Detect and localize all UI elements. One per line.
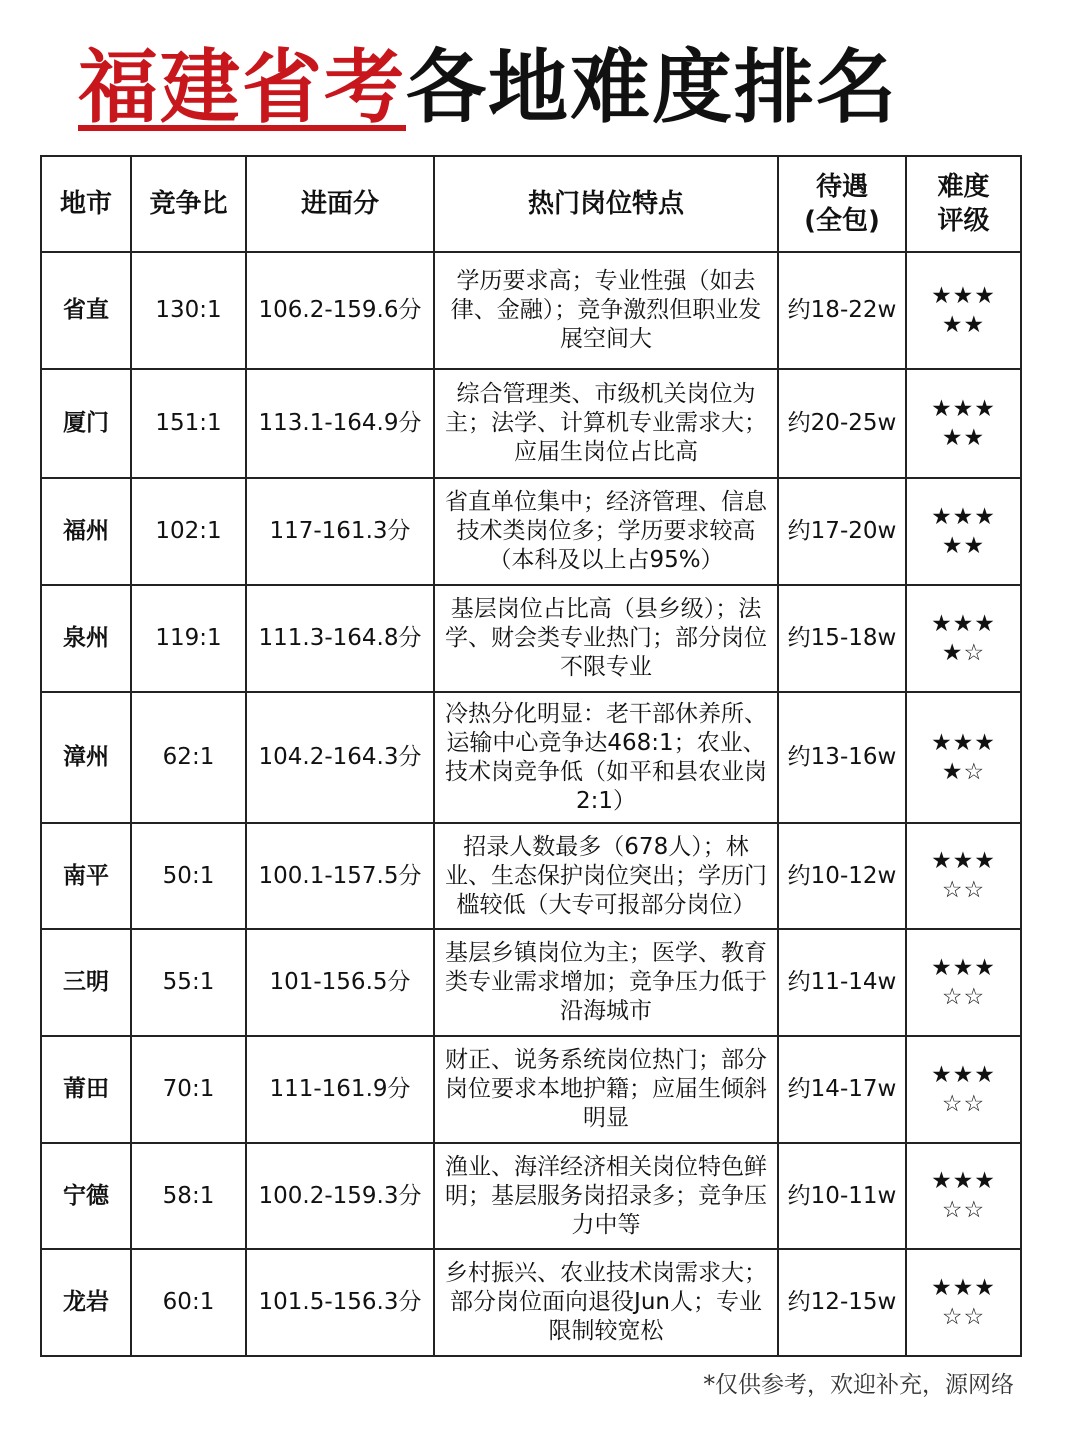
table-row	[41, 1249, 1021, 1356]
cell-ratio: 58:1	[131, 1143, 246, 1249]
cell-pay: 约12-15w	[778, 1249, 906, 1356]
cell-city: 莆田	[41, 1036, 131, 1143]
cell-ratio: 151:1	[131, 369, 246, 478]
table-row	[41, 1143, 1021, 1249]
table-row	[41, 823, 1021, 929]
table-row	[41, 1036, 1021, 1143]
stars-line-1: ★★★	[931, 1061, 996, 1088]
cell-score: 101.5-156.3分	[246, 1249, 434, 1356]
header-feature: 热门岗位特点	[434, 156, 778, 252]
cell-city: 龙岩	[41, 1249, 131, 1356]
cell-score: 111-161.9分	[246, 1036, 434, 1143]
cell-pay: 约10-12w	[778, 823, 906, 929]
title-highlight: 福建省考	[78, 41, 406, 134]
cell-difficulty-stars	[906, 823, 1021, 929]
cell-ratio: 102:1	[131, 478, 246, 585]
footnote: *仅供参考，欢迎补充，源网络	[703, 1372, 1014, 1398]
cell-pay: 约11-14w	[778, 929, 906, 1036]
table-header-row	[41, 156, 1021, 252]
cell-pay: 约20-25w	[778, 369, 906, 478]
header-difficulty: 难度 评级	[906, 156, 1021, 252]
cell-city: 福州	[41, 478, 131, 585]
header-city: 地市	[41, 156, 131, 252]
cell-score: 100.2-159.3分	[246, 1143, 434, 1249]
cell-feature: 学历要求高；专业性强（如去律、金融）；竞争激烈但职业发展空间大	[434, 252, 778, 369]
stars-line-1: ★★★	[931, 848, 996, 874]
page-title	[78, 38, 898, 138]
stars-line-2: ☆☆	[941, 983, 986, 1010]
stars-line-2: ☆☆	[941, 877, 986, 903]
stars-line-1: ★★★	[931, 1274, 996, 1301]
stars-line-1: ★★★	[931, 282, 996, 309]
cell-difficulty-stars	[906, 478, 1021, 585]
cell-score: 101-156.5分	[246, 929, 434, 1036]
cell-city: 漳州	[41, 692, 131, 823]
stars-line-1: ★★★	[931, 1168, 996, 1194]
stars-line-2: ★★	[941, 532, 986, 559]
cell-difficulty-stars	[906, 929, 1021, 1036]
stars-line-1: ★★★	[931, 503, 996, 530]
cell-feature: 财正、说务系统岗位热门；部分岗位要求本地护籍；应届生倾斜明显	[434, 1036, 778, 1143]
table-row	[41, 585, 1021, 692]
stars-line-2: ☆☆	[941, 1197, 986, 1223]
stars-line-2: ☆☆	[941, 1303, 986, 1330]
cell-score: 111.3-164.8分	[246, 585, 434, 692]
cell-ratio: 60:1	[131, 1249, 246, 1356]
cell-ratio: 70:1	[131, 1036, 246, 1143]
cell-ratio: 50:1	[131, 823, 246, 929]
header-ratio: 竞争比	[131, 156, 246, 252]
table-row	[41, 252, 1021, 369]
cell-city: 南平	[41, 823, 131, 929]
cell-city: 三明	[41, 929, 131, 1036]
cell-pay: 约15-18w	[778, 585, 906, 692]
cell-score: 106.2-159.6分	[246, 252, 434, 369]
header-pay: 待遇 (全包)	[778, 156, 906, 252]
title-rest: 各地难度排名	[406, 41, 898, 134]
cell-score: 113.1-164.9分	[246, 369, 434, 478]
cell-feature: 综合管理类、市级机关岗位为主；法学、计算机专业需求大；应届生岗位占比高	[434, 369, 778, 478]
cell-city: 厦门	[41, 369, 131, 478]
cell-feature: 渔业、海洋经济相关岗位特色鲜明；基层服务岗招录多；竞争压力中等	[434, 1143, 778, 1249]
cell-ratio: 55:1	[131, 929, 246, 1036]
table-row	[41, 369, 1021, 478]
stars-line-2: ★★	[941, 424, 986, 451]
cell-city: 宁德	[41, 1143, 131, 1249]
cell-feature: 基层岗位占比高（县乡级）；法学、财会类专业热门；部分岗位不限专业	[434, 585, 778, 692]
cell-difficulty-stars	[906, 252, 1021, 369]
stars-line-2: ☆☆	[941, 1090, 986, 1117]
stars-line-2: ★☆	[941, 639, 986, 666]
cell-difficulty-stars	[906, 692, 1021, 823]
cell-ratio: 62:1	[131, 692, 246, 823]
cell-ratio: 130:1	[131, 252, 246, 369]
cell-city: 泉州	[41, 585, 131, 692]
header-score: 进面分	[246, 156, 434, 252]
stars-line-2: ★☆	[941, 758, 986, 785]
table-row	[41, 478, 1021, 585]
cell-difficulty-stars	[906, 1036, 1021, 1143]
stars-line-1: ★★★	[931, 954, 996, 981]
cell-ratio: 119:1	[131, 585, 246, 692]
cell-pay: 约14-17w	[778, 1036, 906, 1143]
cell-feature: 乡村振兴、农业技术岗需求大；部分岗位面向退役Jun人；专业限制较宽松	[434, 1249, 778, 1356]
cell-pay: 约17-20w	[778, 478, 906, 585]
ranking-table	[40, 155, 1022, 1357]
cell-feature: 基层乡镇岗位为主；医学、教育类专业需求增加；竞争压力低于沿海城市	[434, 929, 778, 1036]
cell-pay: 约18-22w	[778, 252, 906, 369]
stars-line-2: ★★	[941, 311, 986, 338]
cell-feature: 招录人数最多（678人）；林业、生态保护岗位突出；学历门槛较低（大专可报部分岗位）	[434, 823, 778, 929]
cell-difficulty-stars	[906, 1249, 1021, 1356]
stars-line-1: ★★★	[931, 729, 996, 756]
cell-city: 省直	[41, 252, 131, 369]
cell-score: 104.2-164.3分	[246, 692, 434, 823]
table-row	[41, 692, 1021, 823]
cell-difficulty-stars	[906, 369, 1021, 478]
cell-score: 117-161.3分	[246, 478, 434, 585]
cell-feature: 省直单位集中；经济管理、信息技术类岗位多；学历要求较高（本科及以上占95%）	[434, 478, 778, 585]
cell-pay: 约10-11w	[778, 1143, 906, 1249]
cell-difficulty-stars	[906, 585, 1021, 692]
cell-pay: 约13-16w	[778, 692, 906, 823]
stars-line-1: ★★★	[931, 610, 996, 637]
stars-line-1: ★★★	[931, 395, 996, 422]
table-row	[41, 929, 1021, 1036]
cell-score: 100.1-157.5分	[246, 823, 434, 929]
cell-difficulty-stars	[906, 1143, 1021, 1249]
cell-feature: 冷热分化明显：老干部休养所、运输中心竞争达468:1；农业、技术岗竞争低（如平和县农业岗2:1）	[434, 692, 778, 823]
